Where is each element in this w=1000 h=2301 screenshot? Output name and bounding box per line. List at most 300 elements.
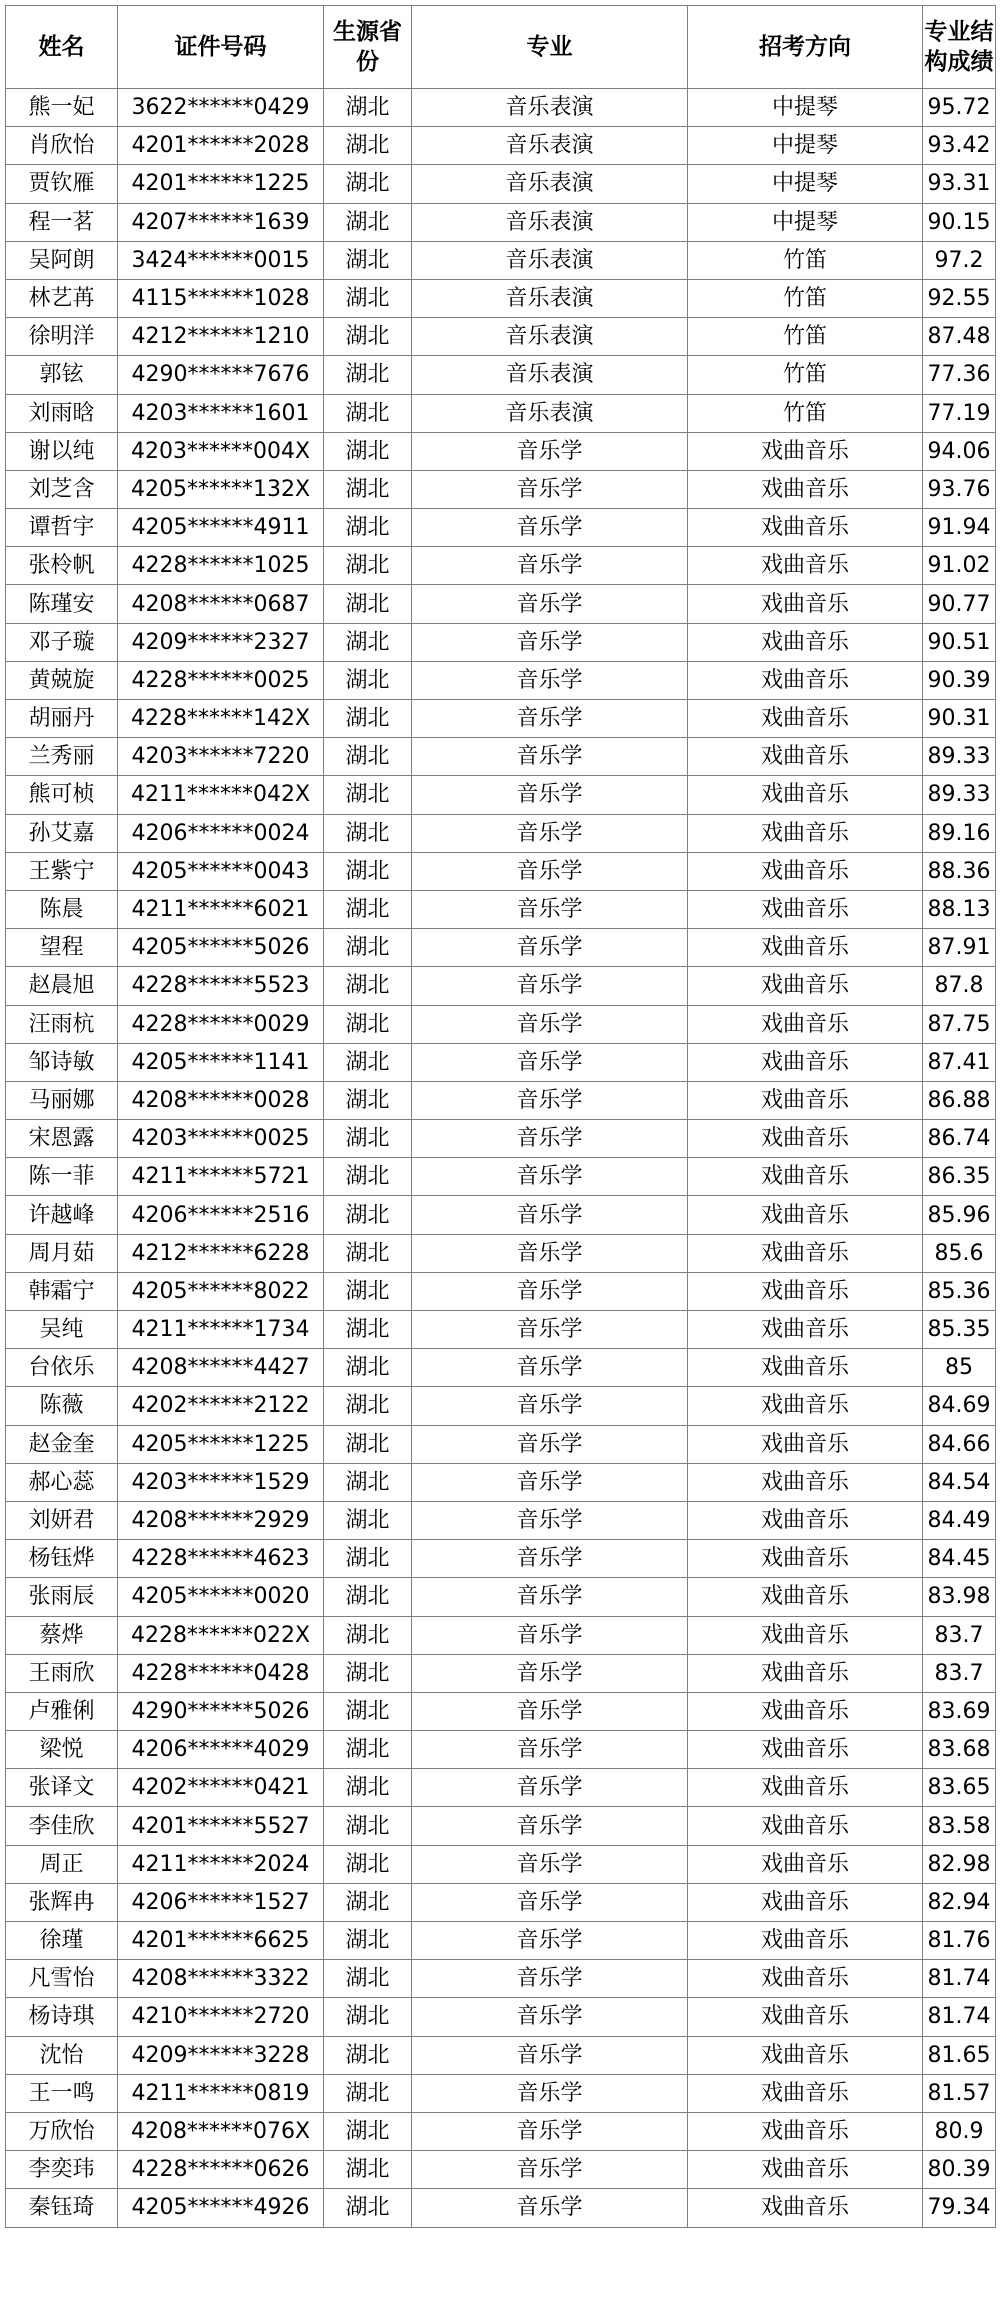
cell-id-number: 4205******5026 <box>118 929 324 967</box>
cell-direction: 中提琴 <box>688 127 923 165</box>
cell-direction: 戏曲音乐 <box>688 1692 923 1730</box>
cell-direction: 戏曲音乐 <box>688 1616 923 1654</box>
cell-score: 87.91 <box>923 929 996 967</box>
cell-name: 张雨辰 <box>6 1578 118 1616</box>
cell-province: 湖北 <box>324 890 412 928</box>
header-score: 专业结构成绩 <box>923 6 996 89</box>
cell-province: 湖北 <box>324 814 412 852</box>
cell-score: 80.39 <box>923 2151 996 2189</box>
cell-province: 湖北 <box>324 1463 412 1501</box>
cell-name: 郭铉 <box>6 356 118 394</box>
cell-id-number: 4208******076X <box>118 2112 324 2150</box>
table-row <box>6 1387 996 1425</box>
cell-province: 湖北 <box>324 1311 412 1349</box>
cell-province: 湖北 <box>324 279 412 317</box>
cell-major: 音乐学 <box>412 776 688 814</box>
cell-id-number: 4290******5026 <box>118 1692 324 1730</box>
cell-id-number: 4202******2122 <box>118 1387 324 1425</box>
cell-id-number: 4228******4623 <box>118 1540 324 1578</box>
cell-major: 音乐学 <box>412 1234 688 1272</box>
table-row <box>6 1234 996 1272</box>
cell-name: 谭哲宇 <box>6 509 118 547</box>
cell-id-number: 3424******0015 <box>118 241 324 279</box>
cell-province: 湖北 <box>324 2151 412 2189</box>
cell-id-number: 4211******5721 <box>118 1158 324 1196</box>
cell-province: 湖北 <box>324 2112 412 2150</box>
cell-major: 音乐表演 <box>412 203 688 241</box>
table-row <box>6 738 996 776</box>
cell-name: 黄兢旋 <box>6 661 118 699</box>
table-row <box>6 1081 996 1119</box>
cell-score: 85.36 <box>923 1272 996 1310</box>
cell-direction: 戏曲音乐 <box>688 1578 923 1616</box>
table-row <box>6 1196 996 1234</box>
cell-score: 87.48 <box>923 318 996 356</box>
cell-direction: 戏曲音乐 <box>688 2074 923 2112</box>
cell-score: 77.19 <box>923 394 996 432</box>
cell-score: 88.13 <box>923 890 996 928</box>
cell-major: 音乐学 <box>412 1120 688 1158</box>
cell-score: 90.15 <box>923 203 996 241</box>
table-row <box>6 929 996 967</box>
cell-score: 83.7 <box>923 1654 996 1692</box>
cell-score: 81.74 <box>923 1960 996 1998</box>
cell-score: 85.96 <box>923 1196 996 1234</box>
cell-name: 吴纯 <box>6 1311 118 1349</box>
cell-name: 贾钦雁 <box>6 165 118 203</box>
cell-score: 84.66 <box>923 1425 996 1463</box>
cell-direction: 戏曲音乐 <box>688 2151 923 2189</box>
cell-province: 湖北 <box>324 1845 412 1883</box>
cell-id-number: 4211******2024 <box>118 1845 324 1883</box>
table-row <box>6 1883 996 1921</box>
cell-score: 83.68 <box>923 1731 996 1769</box>
cell-major: 音乐学 <box>412 1578 688 1616</box>
cell-name: 许越峰 <box>6 1196 118 1234</box>
cell-province: 湖北 <box>324 1616 412 1654</box>
cell-id-number: 4209******2327 <box>118 623 324 661</box>
cell-major: 音乐学 <box>412 1845 688 1883</box>
score-table <box>5 5 996 2228</box>
cell-id-number: 4228******0428 <box>118 1654 324 1692</box>
table-row <box>6 432 996 470</box>
cell-id-number: 4206******4029 <box>118 1731 324 1769</box>
cell-score: 97.2 <box>923 241 996 279</box>
cell-province: 湖北 <box>324 1005 412 1043</box>
cell-score: 93.76 <box>923 470 996 508</box>
table-row <box>6 1158 996 1196</box>
cell-direction: 戏曲音乐 <box>688 1311 923 1349</box>
cell-province: 湖北 <box>324 1883 412 1921</box>
cell-name: 韩霜宁 <box>6 1272 118 1310</box>
cell-province: 湖北 <box>324 2036 412 2074</box>
table-row <box>6 1922 996 1960</box>
cell-score: 89.16 <box>923 814 996 852</box>
table-row <box>6 1463 996 1501</box>
cell-score: 91.02 <box>923 547 996 585</box>
header-id-number: 证件号码 <box>118 6 324 89</box>
cell-major: 音乐学 <box>412 1158 688 1196</box>
cell-major: 音乐学 <box>412 2112 688 2150</box>
cell-id-number: 4228******1025 <box>118 547 324 585</box>
cell-name: 熊一妃 <box>6 89 118 127</box>
cell-direction: 竹笛 <box>688 241 923 279</box>
cell-id-number: 4115******1028 <box>118 279 324 317</box>
header-province: 生源省份 <box>324 6 412 89</box>
table-row <box>6 1043 996 1081</box>
table-row <box>6 547 996 585</box>
table-row <box>6 1654 996 1692</box>
table-row <box>6 2074 996 2112</box>
cell-province: 湖北 <box>324 1043 412 1081</box>
cell-name: 熊可桢 <box>6 776 118 814</box>
cell-direction: 戏曲音乐 <box>688 1769 923 1807</box>
cell-direction: 戏曲音乐 <box>688 890 923 928</box>
table-row <box>6 700 996 738</box>
table-row <box>6 89 996 127</box>
cell-name: 台依乐 <box>6 1349 118 1387</box>
score-sheet <box>5 5 995 2228</box>
cell-major: 音乐学 <box>412 1731 688 1769</box>
cell-id-number: 4203******0025 <box>118 1120 324 1158</box>
cell-id-number: 4208******0687 <box>118 585 324 623</box>
cell-major: 音乐学 <box>412 1501 688 1539</box>
cell-id-number: 4228******142X <box>118 700 324 738</box>
cell-score: 84.54 <box>923 1463 996 1501</box>
cell-score: 84.69 <box>923 1387 996 1425</box>
cell-id-number: 4211******042X <box>118 776 324 814</box>
cell-major: 音乐学 <box>412 700 688 738</box>
cell-major: 音乐学 <box>412 1807 688 1845</box>
cell-score: 93.42 <box>923 127 996 165</box>
cell-score: 86.35 <box>923 1158 996 1196</box>
cell-name: 胡丽丹 <box>6 700 118 738</box>
cell-name: 周正 <box>6 1845 118 1883</box>
cell-major: 音乐学 <box>412 432 688 470</box>
cell-name: 孙艾嘉 <box>6 814 118 852</box>
table-row <box>6 241 996 279</box>
cell-province: 湖北 <box>324 203 412 241</box>
cell-name: 兰秀丽 <box>6 738 118 776</box>
cell-direction: 戏曲音乐 <box>688 1731 923 1769</box>
cell-direction: 戏曲音乐 <box>688 585 923 623</box>
cell-major: 音乐学 <box>412 1769 688 1807</box>
cell-major: 音乐学 <box>412 2151 688 2189</box>
cell-major: 音乐学 <box>412 509 688 547</box>
cell-direction: 戏曲音乐 <box>688 1883 923 1921</box>
table-row <box>6 1501 996 1539</box>
cell-province: 湖北 <box>324 1425 412 1463</box>
cell-id-number: 4202******0421 <box>118 1769 324 1807</box>
cell-name: 梁悦 <box>6 1731 118 1769</box>
header-direction: 招考方向 <box>688 6 923 89</box>
cell-direction: 戏曲音乐 <box>688 852 923 890</box>
table-row <box>6 1769 996 1807</box>
cell-major: 音乐学 <box>412 1616 688 1654</box>
cell-id-number: 4205******1141 <box>118 1043 324 1081</box>
cell-name: 程一茗 <box>6 203 118 241</box>
cell-id-number: 4212******6228 <box>118 1234 324 1272</box>
cell-direction: 戏曲音乐 <box>688 1158 923 1196</box>
table-row <box>6 661 996 699</box>
cell-direction: 戏曲音乐 <box>688 2189 923 2227</box>
cell-id-number: 4212******1210 <box>118 318 324 356</box>
cell-major: 音乐学 <box>412 1883 688 1921</box>
cell-id-number: 4228******0029 <box>118 1005 324 1043</box>
cell-name: 邹诗敏 <box>6 1043 118 1081</box>
table-row <box>6 1311 996 1349</box>
table-row <box>6 852 996 890</box>
cell-major: 音乐学 <box>412 929 688 967</box>
cell-id-number: 4211******1734 <box>118 1311 324 1349</box>
cell-name: 谢以纯 <box>6 432 118 470</box>
cell-province: 湖北 <box>324 623 412 661</box>
table-row <box>6 2151 996 2189</box>
cell-direction: 戏曲音乐 <box>688 776 923 814</box>
cell-direction: 戏曲音乐 <box>688 2036 923 2074</box>
cell-province: 湖北 <box>324 585 412 623</box>
cell-id-number: 4206******1527 <box>118 1883 324 1921</box>
cell-major: 音乐学 <box>412 2189 688 2227</box>
cell-direction: 竹笛 <box>688 279 923 317</box>
cell-name: 陈晨 <box>6 890 118 928</box>
cell-score: 81.76 <box>923 1922 996 1960</box>
cell-major: 音乐学 <box>412 852 688 890</box>
cell-direction: 中提琴 <box>688 89 923 127</box>
cell-score: 84.49 <box>923 1501 996 1539</box>
cell-score: 81.65 <box>923 2036 996 2074</box>
cell-id-number: 4205******1225 <box>118 1425 324 1463</box>
table-row <box>6 967 996 1005</box>
table-row <box>6 1960 996 1998</box>
cell-score: 84.45 <box>923 1540 996 1578</box>
table-row <box>6 279 996 317</box>
table-row <box>6 203 996 241</box>
cell-province: 湖北 <box>324 470 412 508</box>
cell-name: 陈瑾安 <box>6 585 118 623</box>
cell-direction: 戏曲音乐 <box>688 1387 923 1425</box>
cell-direction: 戏曲音乐 <box>688 1196 923 1234</box>
cell-major: 音乐学 <box>412 1196 688 1234</box>
cell-direction: 戏曲音乐 <box>688 1922 923 1960</box>
cell-score: 77.36 <box>923 356 996 394</box>
cell-id-number: 4290******7676 <box>118 356 324 394</box>
cell-name: 宋恩露 <box>6 1120 118 1158</box>
cell-name: 凡雪怡 <box>6 1960 118 1998</box>
cell-id-number: 3622******0429 <box>118 89 324 127</box>
cell-major: 音乐学 <box>412 1311 688 1349</box>
cell-province: 湖北 <box>324 1272 412 1310</box>
cell-id-number: 4205******4911 <box>118 509 324 547</box>
table-row <box>6 394 996 432</box>
cell-major: 音乐学 <box>412 1081 688 1119</box>
cell-id-number: 4206******2516 <box>118 1196 324 1234</box>
cell-province: 湖北 <box>324 1158 412 1196</box>
cell-name: 汪雨杭 <box>6 1005 118 1043</box>
cell-major: 音乐学 <box>412 1425 688 1463</box>
cell-direction: 戏曲音乐 <box>688 2112 923 2150</box>
cell-id-number: 4201******5527 <box>118 1807 324 1845</box>
cell-province: 湖北 <box>324 1769 412 1807</box>
cell-major: 音乐学 <box>412 1540 688 1578</box>
cell-major: 音乐学 <box>412 967 688 1005</box>
cell-direction: 戏曲音乐 <box>688 929 923 967</box>
cell-province: 湖北 <box>324 1081 412 1119</box>
cell-major: 音乐表演 <box>412 89 688 127</box>
cell-province: 湖北 <box>324 1692 412 1730</box>
cell-major: 音乐学 <box>412 738 688 776</box>
cell-name: 刘雨晗 <box>6 394 118 432</box>
cell-id-number: 4201******1225 <box>118 165 324 203</box>
cell-major: 音乐学 <box>412 1387 688 1425</box>
cell-province: 湖北 <box>324 89 412 127</box>
cell-direction: 戏曲音乐 <box>688 700 923 738</box>
cell-province: 湖北 <box>324 1807 412 1845</box>
table-row <box>6 1349 996 1387</box>
cell-score: 95.72 <box>923 89 996 127</box>
cell-id-number: 4203******1601 <box>118 394 324 432</box>
cell-direction: 戏曲音乐 <box>688 1043 923 1081</box>
cell-direction: 戏曲音乐 <box>688 1540 923 1578</box>
cell-direction: 戏曲音乐 <box>688 1272 923 1310</box>
cell-major: 音乐学 <box>412 661 688 699</box>
cell-province: 湖北 <box>324 1960 412 1998</box>
cell-major: 音乐学 <box>412 1692 688 1730</box>
cell-name: 赵晨旭 <box>6 967 118 1005</box>
cell-score: 87.8 <box>923 967 996 1005</box>
cell-direction: 戏曲音乐 <box>688 623 923 661</box>
table-row <box>6 1540 996 1578</box>
cell-name: 徐瑾 <box>6 1922 118 1960</box>
cell-score: 83.65 <box>923 1769 996 1807</box>
cell-province: 湖北 <box>324 1578 412 1616</box>
cell-province: 湖北 <box>324 394 412 432</box>
cell-major: 音乐学 <box>412 1043 688 1081</box>
cell-major: 音乐学 <box>412 585 688 623</box>
cell-province: 湖北 <box>324 127 412 165</box>
cell-score: 87.41 <box>923 1043 996 1081</box>
table-row <box>6 623 996 661</box>
cell-score: 83.69 <box>923 1692 996 1730</box>
cell-score: 91.94 <box>923 509 996 547</box>
cell-name: 郝心蕊 <box>6 1463 118 1501</box>
cell-id-number: 4205******0043 <box>118 852 324 890</box>
cell-name: 徐明洋 <box>6 318 118 356</box>
cell-direction: 戏曲音乐 <box>688 1501 923 1539</box>
cell-direction: 戏曲音乐 <box>688 509 923 547</box>
cell-id-number: 4209******3228 <box>118 2036 324 2074</box>
table-row <box>6 318 996 356</box>
cell-score: 94.06 <box>923 432 996 470</box>
cell-major: 音乐学 <box>412 1922 688 1960</box>
cell-province: 湖北 <box>324 241 412 279</box>
cell-score: 86.74 <box>923 1120 996 1158</box>
cell-name: 蔡烨 <box>6 1616 118 1654</box>
cell-name: 张译文 <box>6 1769 118 1807</box>
cell-direction: 竹笛 <box>688 394 923 432</box>
cell-id-number: 4205******8022 <box>118 1272 324 1310</box>
cell-score: 85.35 <box>923 1311 996 1349</box>
cell-major: 音乐表演 <box>412 127 688 165</box>
cell-direction: 戏曲音乐 <box>688 470 923 508</box>
cell-score: 85 <box>923 1349 996 1387</box>
cell-score: 85.6 <box>923 1234 996 1272</box>
cell-name: 张柃帆 <box>6 547 118 585</box>
cell-direction: 戏曲音乐 <box>688 814 923 852</box>
cell-province: 湖北 <box>324 1349 412 1387</box>
table-row <box>6 1845 996 1883</box>
table-row <box>6 776 996 814</box>
cell-major: 音乐表演 <box>412 318 688 356</box>
cell-province: 湖北 <box>324 967 412 1005</box>
cell-direction: 戏曲音乐 <box>688 547 923 585</box>
cell-name: 李佳欣 <box>6 1807 118 1845</box>
table-row <box>6 585 996 623</box>
cell-score: 93.31 <box>923 165 996 203</box>
cell-name: 张辉冉 <box>6 1883 118 1921</box>
cell-direction: 戏曲音乐 <box>688 1807 923 1845</box>
cell-name: 陈一菲 <box>6 1158 118 1196</box>
cell-name: 吴阿朗 <box>6 241 118 279</box>
cell-major: 音乐学 <box>412 1654 688 1692</box>
table-row <box>6 2189 996 2227</box>
cell-major: 音乐学 <box>412 1463 688 1501</box>
table-row <box>6 1425 996 1463</box>
cell-score: 86.88 <box>923 1081 996 1119</box>
table-row <box>6 509 996 547</box>
cell-name: 秦钰琦 <box>6 2189 118 2227</box>
cell-province: 湖北 <box>324 1234 412 1272</box>
table-row <box>6 2112 996 2150</box>
table-row <box>6 165 996 203</box>
cell-id-number: 4228******0025 <box>118 661 324 699</box>
cell-province: 湖北 <box>324 165 412 203</box>
cell-id-number: 4205******132X <box>118 470 324 508</box>
cell-score: 83.58 <box>923 1807 996 1845</box>
table-row <box>6 1692 996 1730</box>
cell-direction: 戏曲音乐 <box>688 1005 923 1043</box>
cell-name: 王一鸣 <box>6 2074 118 2112</box>
cell-id-number: 4201******2028 <box>118 127 324 165</box>
cell-name: 马丽娜 <box>6 1081 118 1119</box>
cell-name: 刘芝含 <box>6 470 118 508</box>
cell-id-number: 4228******5523 <box>118 967 324 1005</box>
cell-score: 83.98 <box>923 1578 996 1616</box>
cell-major: 音乐学 <box>412 547 688 585</box>
cell-direction: 戏曲音乐 <box>688 1081 923 1119</box>
cell-province: 湖北 <box>324 661 412 699</box>
cell-score: 90.39 <box>923 661 996 699</box>
cell-name: 杨诗琪 <box>6 1998 118 2036</box>
table-row <box>6 2036 996 2074</box>
cell-province: 湖北 <box>324 929 412 967</box>
cell-direction: 中提琴 <box>688 165 923 203</box>
cell-province: 湖北 <box>324 1120 412 1158</box>
cell-id-number: 4208******0028 <box>118 1081 324 1119</box>
cell-name: 林艺苒 <box>6 279 118 317</box>
cell-major: 音乐学 <box>412 2074 688 2112</box>
cell-id-number: 4211******0819 <box>118 2074 324 2112</box>
cell-province: 湖北 <box>324 432 412 470</box>
cell-province: 湖北 <box>324 1731 412 1769</box>
cell-id-number: 4211******6021 <box>118 890 324 928</box>
cell-score: 90.31 <box>923 700 996 738</box>
cell-score: 79.34 <box>923 2189 996 2227</box>
cell-province: 湖北 <box>324 547 412 585</box>
cell-province: 湖北 <box>324 2074 412 2112</box>
cell-major: 音乐学 <box>412 814 688 852</box>
cell-direction: 戏曲音乐 <box>688 1845 923 1883</box>
